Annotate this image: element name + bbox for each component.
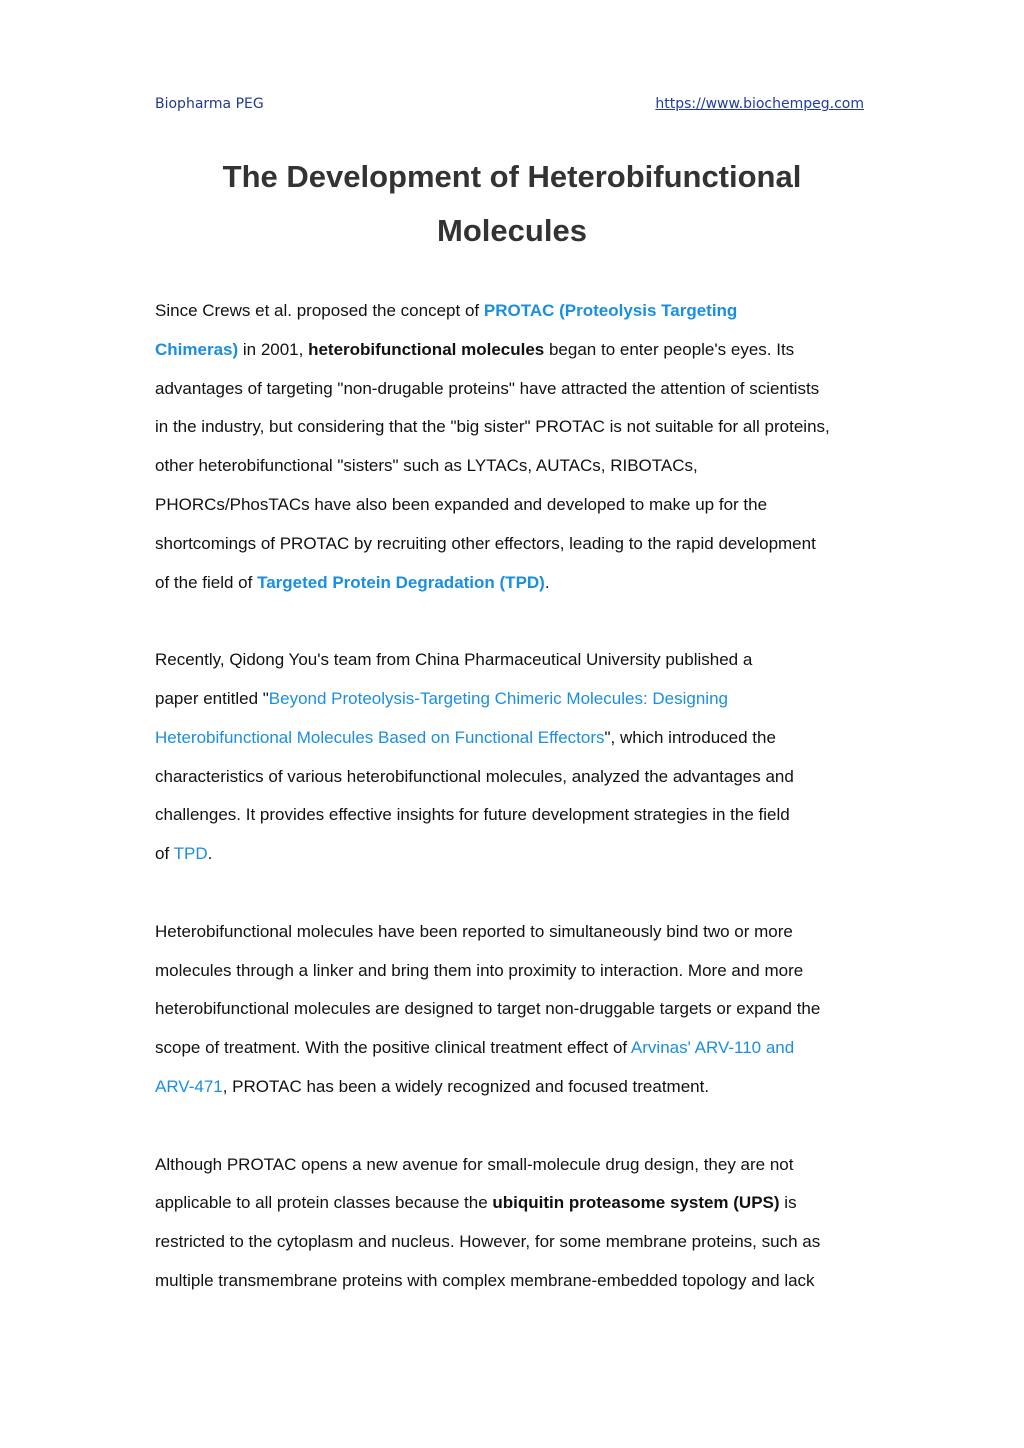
article-body — [155, 292, 875, 1340]
p3-line-2: molecules through a linker and bring them into proximity to interaction. More and more — [155, 960, 804, 980]
header-website-link[interactable]: https://www.biochempeg.com — [655, 96, 864, 112]
paper-title-link[interactable]: Beyond Proteolysis-Targeting Chimeric Molecules: Designing — [268, 688, 728, 708]
p2-text: of — [155, 844, 174, 864]
paragraph-3 — [155, 913, 875, 1107]
title-line-2: Molecules — [437, 213, 587, 248]
paragraph-1 — [155, 292, 875, 602]
p1-text: of the field of — [155, 572, 258, 592]
p3-line-5 — [155, 1068, 875, 1107]
p2-line-2 — [155, 680, 875, 719]
p1-line-2 — [155, 331, 875, 370]
p4-line-4: multiple transmembrane proteins with complex membrane-embedded topology and lack — [155, 1270, 815, 1290]
p4-text: is — [779, 1193, 797, 1213]
p1-line-5: other heterobifunctional "sisters" such as LYTACs, AUTACs, RIBOTACs, — [155, 456, 698, 476]
p3-text: , PROTAC has been a widely recognized and focused treatment. — [222, 1076, 710, 1096]
protac-link-cont[interactable]: Chimeras) — [155, 339, 239, 359]
p2-text: ", which introduced the — [604, 727, 776, 747]
p2-line-3 — [155, 719, 875, 758]
protac-link[interactable]: PROTAC (Proteolysis Targeting — [483, 301, 738, 320]
p2-line-6 — [155, 835, 875, 874]
p3-text: scope of treatment. With the positive clinical treatment effect of — [155, 1038, 631, 1058]
paragraph-4 — [155, 1146, 875, 1301]
p4-line-2 — [155, 1184, 875, 1223]
p1-text: . — [544, 572, 550, 592]
p1-line-8 — [155, 564, 875, 603]
p1-line-3: advantages of targeting "non-drugable proteins" have attracted the attention of scientists — [155, 378, 820, 398]
p1-bold-term: heterobifunctional molecules — [308, 339, 545, 359]
page-title — [0, 150, 1024, 258]
arvinas-link[interactable]: Arvinas' ARV-110 and — [630, 1038, 795, 1058]
p4-bold-term: ubiquitin proteasome system (UPS) — [492, 1193, 780, 1213]
p2-line-4: characteristics of various heterobifunctional molecules, analyzed the advantages and — [155, 766, 794, 786]
paper-title-link-cont[interactable]: Heterobifunctional Molecules Based on Functional Effectors — [155, 727, 605, 747]
title-line-1: The Development of Heterobifunctional — [222, 159, 802, 194]
p4-text: applicable to all protein classes because the — [155, 1193, 493, 1213]
p2-line-1: Recently, Qidong You's team from China Pharmaceutical University published a — [155, 650, 753, 670]
p2-text: paper entitled " — [155, 688, 269, 708]
p2-line-5: challenges. It provides effective insights for future development strategies in the field — [155, 805, 790, 825]
p1-text: Since Crews et al. proposed the concept of — [155, 301, 484, 320]
p3-line-1: Heterobifunctional molecules have been reported to simultaneously bind two or more — [155, 921, 793, 941]
p1-line-7: shortcomings of PROTAC by recruiting other effectors, leading to the rapid development — [155, 533, 816, 553]
p2-text: . — [207, 844, 213, 864]
tpd-link[interactable]: Targeted Protein Degradation (TPD) — [257, 572, 545, 592]
tpd-link-2[interactable]: TPD — [173, 844, 208, 864]
p3-line-3: heterobifunctional molecules are designed to target non-druggable targets or expand the — [155, 999, 821, 1019]
header-brand: Biopharma PEG — [155, 96, 264, 112]
p3-line-4 — [155, 1029, 875, 1068]
p1-line-4: in the industry, but considering that the "big sister" PROTAC is not suitable for all proteins, — [155, 417, 830, 437]
p1-text: began to enter people's eyes. Its — [544, 339, 795, 359]
p1-line-6: PHORCs/PhosTACs have also been expanded and developed to make up for the — [155, 494, 768, 514]
p1-text: in 2001, — [238, 339, 309, 359]
p1-line-1 — [155, 292, 875, 331]
arvinas-link-cont[interactable]: ARV-471 — [155, 1076, 223, 1096]
p4-line-3: restricted to the cytoplasm and nucleus. However, for some membrane proteins, such as — [155, 1232, 821, 1252]
p4-line-1: Although PROTAC opens a new avenue for small-molecule drug design, they are not — [155, 1154, 794, 1174]
paragraph-2 — [155, 641, 875, 874]
